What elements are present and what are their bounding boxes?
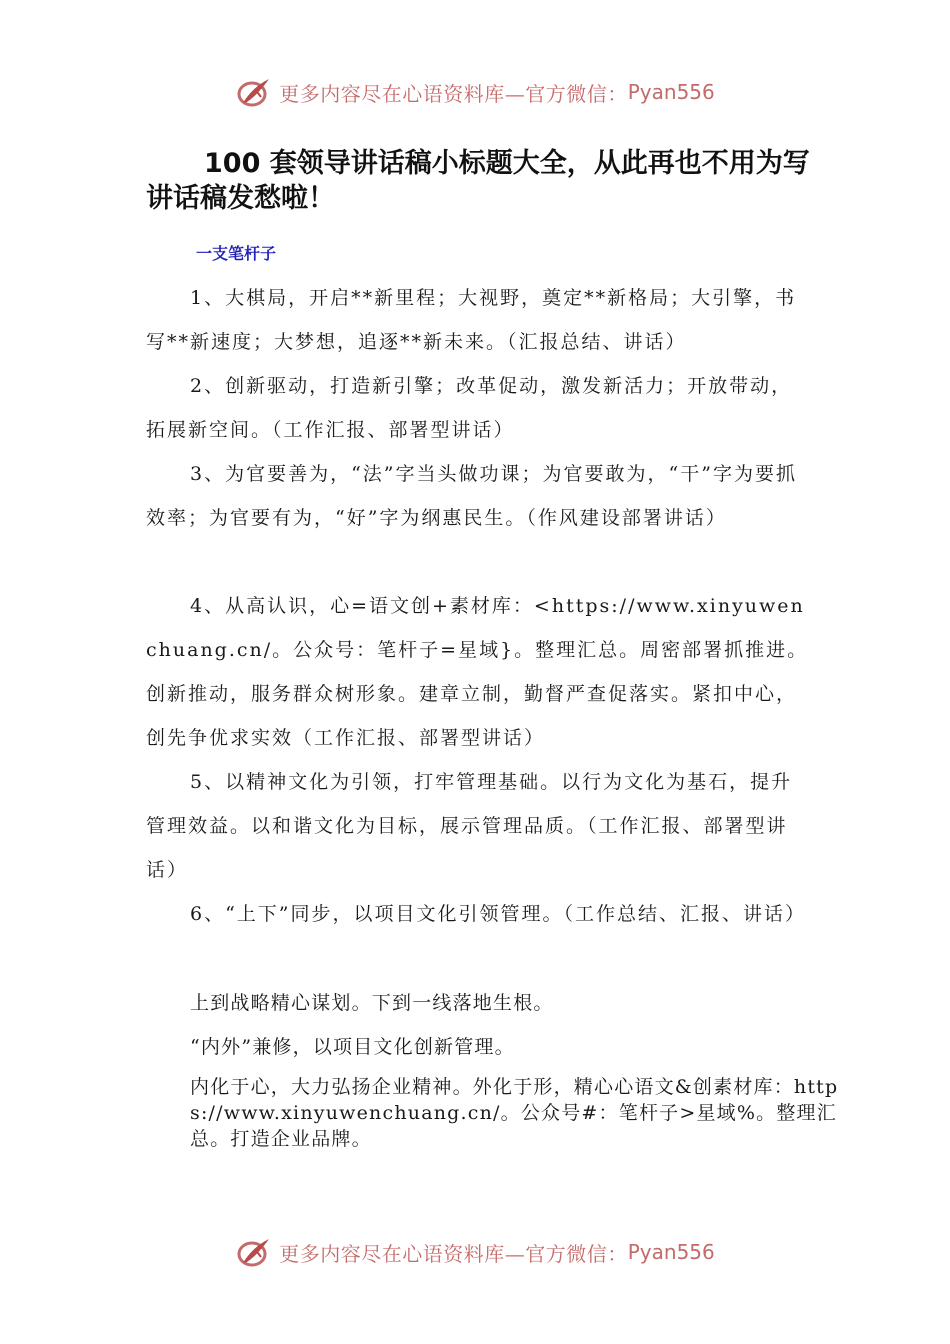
banner-text: 更多内容尽在心语资料库—官方微信：	[279, 81, 628, 106]
sub-paragraph-1: 上到战略精心谋划。下到一线落地生根。	[190, 992, 554, 1014]
document-title: 100 套领导讲话稿小标题大全，从此再也不用为写讲话稿发愁啦！	[146, 148, 810, 214]
footer-watermark-banner	[0, 1232, 950, 1272]
paragraph-1: 1、大棋局，开启**新里程；大视野，奠定**新格局；大引擎，书写**新速度；大梦想，追逐**新未来。（汇报总结、讲话）	[146, 287, 797, 353]
sub-paragraph-3: 内化于心，大力弘扬企业精神。外化于形，精心心语文&创素材库：https://www.xinyuwenchuang.cn/。公众号#：笔杆子>星域%。整理汇总。打造企业品牌。	[190, 1076, 839, 1150]
paragraph-3: 3、为官要善为，“法”字当头做功课；为官要敢为，“干”字为要抓效率；为官要有为，“好”字为纲惠民生。（作风建设部署讲话）	[146, 463, 797, 529]
red-feather-logo-icon	[235, 75, 273, 109]
banner-wechat-id: Pyan556	[627, 1240, 715, 1264]
paragraph-5: 5、以精神文化为引领，打牢管理基础。以行为文化为基石，提升管理效益。以和谐文化为目标，展示管理品质。（工作汇报、部署型讲话）	[146, 771, 793, 881]
paragraph-6: 6、“上下”同步，以项目文化引领管理。（工作总结、汇报、讲话）	[190, 903, 807, 925]
paragraph-2: 2、创新驱动，打造新引擎；改革促动，激发新活力；开放带动，拓展新空间。（工作汇报、部署型讲话）	[146, 375, 793, 441]
banner-text: 更多内容尽在心语资料库—官方微信：	[279, 1241, 628, 1266]
header-watermark-banner	[0, 72, 950, 112]
banner-wechat-id: Pyan556	[627, 80, 715, 104]
red-feather-logo-icon	[235, 1235, 273, 1269]
sub-paragraph-2: “内外”兼修，以项目文化创新管理。	[190, 1036, 515, 1058]
section-heading: 一支笔杆子	[196, 244, 277, 263]
paragraph-4: 4、从高认识，心=语文创+素材库：<https://www.xinyuwenchuang.cn/。公众号：笔杆子=星域}。整理汇总。周密部署抓推进。创新推动，服务群众树形象。建章立制，勤督严查促落实。紧扣中心，创先争优求实效（工作汇报、部署型讲话）	[146, 595, 809, 749]
